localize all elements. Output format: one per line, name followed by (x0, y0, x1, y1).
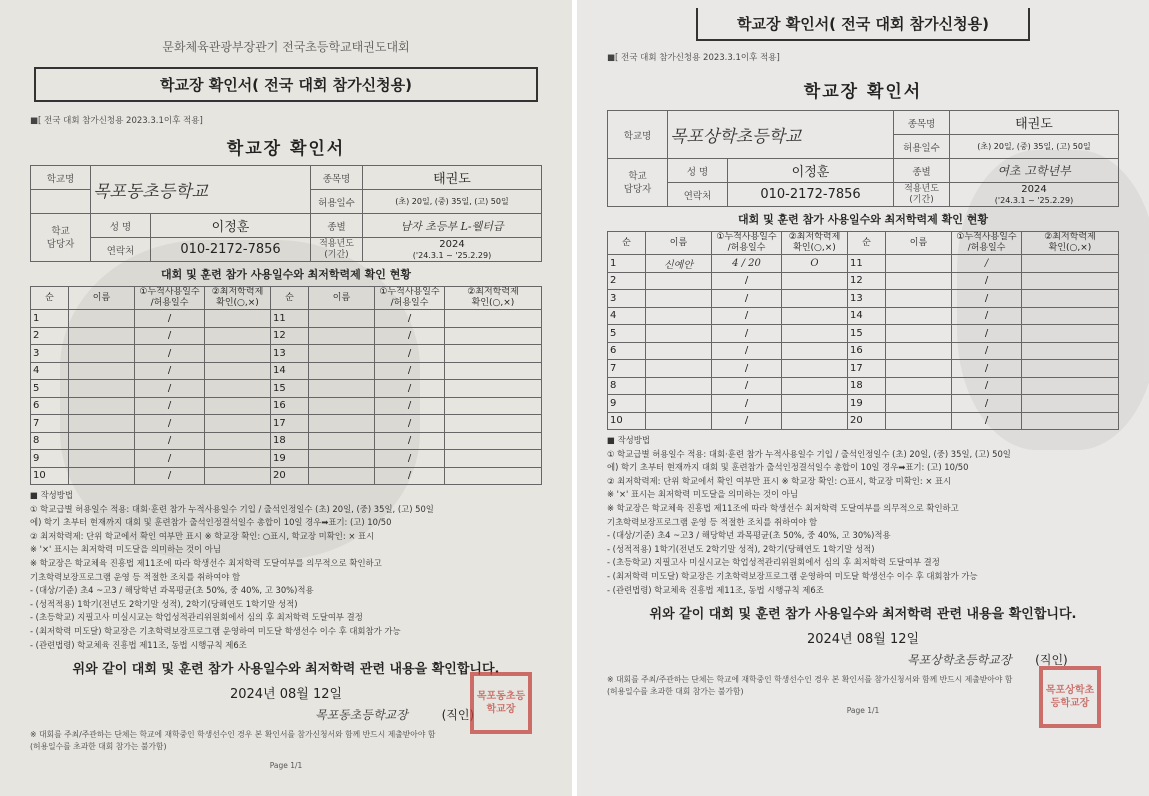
school-label: 학교명 (608, 111, 668, 159)
athlete-name (309, 432, 375, 450)
used-days: / (712, 395, 782, 413)
contact-value: 010-2172-7856 (728, 183, 894, 207)
division-label: 종별 (311, 214, 363, 238)
allowed-days-label: 허용일수 (311, 190, 363, 214)
status-rows (608, 255, 1119, 430)
academic-check (1022, 360, 1119, 378)
col-check-2: ②최저학력제 확인(○,×) (445, 287, 542, 310)
used-days: / (952, 395, 1022, 413)
col-name: 이름 (69, 287, 135, 310)
row-number: 3 (608, 290, 646, 308)
event-label: 종목명 (894, 111, 950, 135)
row-number: 16 (271, 397, 309, 415)
table-row (31, 450, 542, 468)
manager-label: 학교 담당자 (608, 159, 668, 207)
used-days: / (712, 290, 782, 308)
col-no-2: 순 (848, 232, 886, 255)
col-days: ①누적사용일수 /허용일수 (135, 287, 205, 310)
athlete-name (646, 360, 712, 378)
academic-check (205, 345, 271, 363)
document-title: 학교장 확인서 (803, 82, 923, 102)
page-number: Page 1/1 (269, 761, 303, 771)
athlete-name (646, 412, 712, 430)
division-value: 여초 고학년부 (950, 159, 1119, 183)
table-row (31, 432, 542, 450)
row-number: 5 (31, 380, 69, 398)
event-value: 태권도 (363, 166, 542, 190)
academic-check (782, 395, 848, 413)
manager-label: 학교 담당자 (31, 214, 91, 262)
academic-check (205, 450, 271, 468)
note-line: - (성적적용) 1학기(전년도 2학기말 성적), 2학기(당해연도 1학기말 성적) (607, 543, 875, 554)
issue-date: 2024년 08월 12일 (229, 687, 343, 703)
col-no: 순 (31, 287, 69, 310)
note-line: ※ '×' 표시는 최저학력 미도달을 의미하는 것이 아님 (30, 544, 221, 555)
school-label: 학교명 (31, 166, 91, 190)
principal-seal-label: (직인) (441, 708, 475, 723)
year-cell (363, 238, 542, 262)
principal-seal-label: (직인) (1035, 653, 1068, 668)
instructions (607, 434, 1119, 597)
table-row (608, 360, 1119, 378)
school-label-filler (31, 190, 91, 214)
athlete-name (69, 327, 135, 345)
confirmation-statement: 위와 같이 대회 및 훈련 참가 사용일수와 최저학력 관련 내용을 확인합니다. (649, 607, 1077, 623)
row-number: 3 (31, 345, 69, 363)
academic-check (445, 432, 542, 450)
academic-check (445, 345, 542, 363)
event-label: 종목명 (311, 166, 363, 190)
instructions (30, 489, 542, 652)
table-row (608, 342, 1119, 360)
used-days: / (952, 360, 1022, 378)
used-days: / (375, 432, 445, 450)
athlete-name (886, 412, 952, 430)
row-number: 17 (271, 415, 309, 433)
used-days: / (135, 415, 205, 433)
academic-check (445, 380, 542, 398)
used-days: / (712, 307, 782, 325)
row-number: 12 (848, 272, 886, 290)
used-days: / (135, 467, 205, 485)
academic-check (1022, 377, 1119, 395)
row-number: 10 (608, 412, 646, 430)
division-label: 종별 (894, 159, 950, 183)
col-days-2: ①누적사용일수 /허용일수 (375, 287, 445, 310)
academic-check (1022, 342, 1119, 360)
table-row (31, 345, 542, 363)
confirmation-statement: 위와 같이 대회 및 훈련 참가 사용일수와 최저학력 관련 내용을 확인합니다. (72, 662, 500, 678)
athlete-name (886, 307, 952, 325)
athlete-name (69, 362, 135, 380)
note-line: - (최저학력 미도달) 학교장은 기초학력보장프로그램 운영하여 미도달 학생선수 이수 후 대회참가 가능 (607, 570, 978, 581)
info-table (30, 165, 542, 262)
academic-check (445, 397, 542, 415)
athlete-name (646, 377, 712, 395)
table-row (31, 415, 542, 433)
row-number: 11 (271, 310, 309, 328)
note-line: - (대상/기준) 초4 ~고3 / 해당학년 과목평균(초 50%, 중 40%, 고 30%)적용 (30, 585, 314, 596)
academic-check (1022, 272, 1119, 290)
used-days: / (712, 272, 782, 290)
used-days: / (135, 397, 205, 415)
athlete-name (69, 345, 135, 363)
academic-check (1022, 325, 1119, 343)
note-line: - (초등학교) 지필고사 미실시교는 학업성적관리위원회에서 심의 후 최저학력 도달여부 결정 (607, 557, 940, 568)
academic-check (782, 377, 848, 395)
table-row (31, 467, 542, 485)
athlete-name (309, 327, 375, 345)
col-check: ②최저학력제 확인(○,×) (205, 287, 271, 310)
used-days: / (952, 307, 1022, 325)
athlete-name (646, 290, 712, 308)
row-number: 18 (848, 377, 886, 395)
note-line: - (관련법령) 학교체육 진흥법 제11조, 동법 시행규칙 제6조 (607, 584, 824, 595)
athlete-name (69, 450, 135, 468)
athlete-name (309, 310, 375, 328)
meta-note: ■[ 전국 대회 참가신청용 2023.3.1이후 적용] (30, 116, 203, 126)
academic-check (1022, 412, 1119, 430)
table-row (608, 272, 1119, 290)
athlete-name (886, 290, 952, 308)
col-check: ②최저학력제 확인(○,×) (782, 232, 848, 255)
used-days: / (135, 450, 205, 468)
school-name: 목포상학초등학교 (668, 111, 894, 159)
status-table (607, 231, 1119, 430)
row-number: 16 (848, 342, 886, 360)
athlete-name (886, 325, 952, 343)
academic-check (205, 362, 271, 380)
col-name-2: 이름 (886, 232, 952, 255)
info-table (607, 110, 1119, 207)
table-row (31, 397, 542, 415)
row-number: 19 (848, 395, 886, 413)
used-days: / (135, 432, 205, 450)
official-seal: 목포상학초등학교장 (1039, 666, 1101, 728)
athlete-name: 신예안 (646, 255, 712, 273)
used-days: / (375, 397, 445, 415)
academic-check (1022, 255, 1119, 273)
row-number: 19 (271, 450, 309, 468)
used-days: / (135, 362, 205, 380)
principal-line (30, 706, 542, 723)
note-line: ※ '×' 표시는 최저학력 미도달을 의미하는 것이 아님 (607, 489, 798, 500)
status-table (30, 286, 542, 485)
note-line: 기초학력보장프로그램 운영 등 적절한 조치를 취하여야 함 (30, 571, 241, 582)
row-number: 13 (271, 345, 309, 363)
table-row (608, 290, 1119, 308)
note-line: ① 학교급별 허용일수 적용: 대회·훈련 참가 누적사용일수 기입 / 출석인정일수 (초) 20일, (중) 35일, (고) 50일 (607, 448, 1011, 459)
row-number: 6 (31, 397, 69, 415)
year-value: 2024 (439, 238, 465, 250)
year-label: 적용년도 (기간) (311, 238, 363, 262)
academic-check (1022, 395, 1119, 413)
table-row (31, 362, 542, 380)
year-period: ('24.3.1 ~ '25.2.29) (412, 250, 492, 260)
used-days: / (712, 377, 782, 395)
athlete-name (309, 467, 375, 485)
athlete-name (309, 380, 375, 398)
academic-check (782, 272, 848, 290)
athlete-name (886, 377, 952, 395)
row-number: 2 (608, 272, 646, 290)
note-line: ※ 학교장은 학교체육 진흥법 제11조에 따라 학생선수 최저학력 도달여부를 의무적으로 확인하고 (607, 502, 959, 513)
row-number: 9 (31, 450, 69, 468)
athlete-name (646, 342, 712, 360)
academic-check (1022, 290, 1119, 308)
col-days: ①누적사용일수 /허용일수 (712, 232, 782, 255)
banner-title: 학교장 확인서( 전국 대회 참가신청용) (696, 8, 1030, 41)
official-seal: 목포동초등학교장 (470, 672, 532, 734)
used-days: / (375, 467, 445, 485)
page-number: Page 1/1 (846, 706, 880, 716)
athlete-name (309, 415, 375, 433)
academic-check (445, 362, 542, 380)
athlete-name (886, 395, 952, 413)
athlete-name (69, 415, 135, 433)
allowed-days-value: (초) 20일, (중) 35일, (고) 50일 (363, 190, 542, 214)
col-name-2: 이름 (309, 287, 375, 310)
row-number: 8 (31, 432, 69, 450)
note-line: - (대상/기준) 초4 ~고3 / 해당학년 과목평균(초 50%, 중 40%, 고 30%)적용 (607, 530, 891, 541)
athlete-name (886, 342, 952, 360)
table-row (608, 255, 1119, 273)
athlete-name (646, 272, 712, 290)
academic-check: O (782, 255, 848, 273)
row-number: 11 (848, 255, 886, 273)
used-days: / (135, 310, 205, 328)
academic-check (782, 290, 848, 308)
academic-check (445, 415, 542, 433)
note-line: ■ 작성방법 (607, 435, 650, 445)
year-period: ('24.3.1 ~ '25.2.29) (994, 195, 1074, 205)
allowed-days-label: 허용일수 (894, 135, 950, 159)
used-days: / (375, 450, 445, 468)
athlete-name (646, 325, 712, 343)
used-days: / (712, 360, 782, 378)
academic-check (205, 432, 271, 450)
left-document-photo (0, 0, 572, 796)
academic-check (205, 415, 271, 433)
col-no-2: 순 (271, 287, 309, 310)
status-title: 대회 및 훈련 참가 사용일수와 최저학력제 확인 현황 (161, 268, 411, 281)
name-label: 성 명 (91, 214, 151, 238)
academic-check (782, 360, 848, 378)
athlete-name (309, 362, 375, 380)
col-no: 순 (608, 232, 646, 255)
row-number: 9 (608, 395, 646, 413)
issue-date: 2024년 08월 12일 (806, 632, 920, 648)
manager-name: 이정훈 (151, 214, 311, 238)
used-days: / (712, 325, 782, 343)
academic-check (205, 310, 271, 328)
row-number: 12 (271, 327, 309, 345)
note-line: ② 최저학력제: 단위 학교에서 확인 여부만 표시 ※ 학교장 확인: ○표시, 학교장 미확인: × 표시 (607, 475, 952, 486)
academic-check (782, 307, 848, 325)
note-line: 기초학력보장프로그램 운영 등 적절한 조치를 취하여야 함 (607, 516, 818, 527)
note-line: 에) 학기 초부터 현재까지 대회 및 훈련참가 출석인정결석일수 총합이 10일 경우➡표기: (고) 10/50 (607, 462, 969, 473)
document-title: 학교장 확인서 (226, 139, 346, 159)
division-value: 남자 초등부 L-웰터급 (363, 214, 542, 238)
academic-check (205, 380, 271, 398)
athlete-name (886, 255, 952, 273)
used-days: / (952, 412, 1022, 430)
meta-note: ■[ 전국 대회 참가신청용 2023.3.1이후 적용] (607, 53, 780, 63)
used-days: / (712, 342, 782, 360)
athlete-name (646, 307, 712, 325)
used-days: / (135, 345, 205, 363)
row-number: 18 (271, 432, 309, 450)
year-label: 적용년도 (기간) (894, 183, 950, 207)
table-row (608, 377, 1119, 395)
used-days: / (952, 342, 1022, 360)
row-number: 20 (271, 467, 309, 485)
used-days: / (375, 380, 445, 398)
footer-note: ※ 대회를 주최/주관하는 단체는 학교에 재학중인 학생선수인 경우 본 확인서를 참가신청서와 함께 반드시 제출받아야 함 (허용일수를 초과한 대회 참가는 불가함) (30, 730, 436, 752)
status-rows (31, 310, 542, 485)
used-days: / (952, 377, 1022, 395)
athlete-name (309, 345, 375, 363)
row-number: 1 (608, 255, 646, 273)
table-row (31, 310, 542, 328)
used-days: 4 / 20 (712, 255, 782, 273)
row-number: 1 (31, 310, 69, 328)
col-name: 이름 (646, 232, 712, 255)
academic-check (445, 327, 542, 345)
academic-check (445, 450, 542, 468)
event-header: 문화체육관광부장관기 전국초등학교태권도대회 (162, 40, 410, 54)
athlete-name (309, 397, 375, 415)
used-days: / (952, 255, 1022, 273)
note-line: ※ 학교장은 학교체육 진흥법 제11조에 따라 학생선수 최저학력 도달여부를 의무적으로 확인하고 (30, 557, 382, 568)
contact-label: 연락처 (91, 238, 151, 262)
row-number: 20 (848, 412, 886, 430)
table-row (608, 325, 1119, 343)
year-value: 2024 (1021, 183, 1047, 195)
note-line: ① 학교급별 허용일수 적용: 대회·훈련 참가 누적사용일수 기입 / 출석인정일수 (초) 20일, (중) 35일, (고) 50일 (30, 503, 434, 514)
used-days: / (375, 362, 445, 380)
row-number: 4 (608, 307, 646, 325)
contact-value: 010-2172-7856 (151, 238, 311, 262)
manager-name: 이정훈 (728, 159, 894, 183)
row-number: 4 (31, 362, 69, 380)
row-number: 8 (608, 377, 646, 395)
used-days: / (952, 272, 1022, 290)
principal-signature: 목포동초등학교장 (315, 708, 408, 723)
table-row (31, 327, 542, 345)
academic-check (205, 397, 271, 415)
athlete-name (886, 272, 952, 290)
academic-check (445, 467, 542, 485)
principal-signature: 목포상학초등학교장 (907, 653, 1012, 668)
academic-check (1022, 307, 1119, 325)
event-value: 태권도 (950, 111, 1119, 135)
col-days-2: ①누적사용일수 /허용일수 (952, 232, 1022, 255)
row-number: 2 (31, 327, 69, 345)
note-line: 에) 학기 초부터 현재까지 대회 및 훈련참가 출석인정결석일수 총합이 10일 경우➡표기: (고) 10/50 (30, 517, 392, 528)
note-line: - (관련법령) 학교체육 진흥법 제11조, 동법 시행규칙 제6조 (30, 639, 247, 650)
right-document-photo (577, 0, 1149, 796)
row-number: 7 (31, 415, 69, 433)
row-number: 5 (608, 325, 646, 343)
used-days: / (375, 310, 445, 328)
academic-check (205, 467, 271, 485)
used-days: / (375, 327, 445, 345)
footer-note: ※ 대회를 주최/주관하는 단체는 학교에 재학중인 학생선수인 경우 본 확인서를 참가신청서와 함께 반드시 제출받아야 함 (허용일수를 초과한 대회 참가는 불가함) (607, 675, 1013, 697)
athlete-name (646, 395, 712, 413)
row-number: 15 (848, 325, 886, 343)
contact-label: 연락처 (668, 183, 728, 207)
used-days: / (712, 412, 782, 430)
allowed-days-value: (초) 20일, (중) 35일, (고) 50일 (950, 135, 1119, 159)
note-line: ■ 작성방법 (30, 490, 73, 500)
academic-check (782, 412, 848, 430)
athlete-name (69, 310, 135, 328)
col-check-2: ②최저학력제 확인(○,×) (1022, 232, 1119, 255)
note-line: - (최저학력 미도달) 학교장은 기초학력보장프로그램 운영하여 미도달 학생선수 이수 후 대회참가 가능 (30, 625, 401, 636)
academic-check (782, 342, 848, 360)
school-name: 목포동초등학교 (91, 166, 311, 214)
used-days: / (952, 325, 1022, 343)
table-row (608, 395, 1119, 413)
banner-title: 학교장 확인서( 전국 대회 참가신청용) (34, 67, 538, 102)
athlete-name (69, 397, 135, 415)
row-number: 14 (848, 307, 886, 325)
row-number: 10 (31, 467, 69, 485)
academic-check (782, 325, 848, 343)
status-title: 대회 및 훈련 참가 사용일수와 최저학력제 확인 현황 (738, 213, 988, 226)
row-number: 14 (271, 362, 309, 380)
table-row (608, 412, 1119, 430)
athlete-name (69, 432, 135, 450)
athlete-name (309, 450, 375, 468)
row-number: 13 (848, 290, 886, 308)
academic-check (205, 327, 271, 345)
athlete-name (69, 467, 135, 485)
used-days: / (135, 327, 205, 345)
note-line: ② 최저학력제: 단위 학교에서 확인 여부만 표시 ※ 학교장 확인: ○표시, 학교장 미확인: × 표시 (30, 530, 375, 541)
row-number: 15 (271, 380, 309, 398)
used-days: / (375, 415, 445, 433)
year-cell (950, 183, 1119, 207)
athlete-name (69, 380, 135, 398)
academic-check (445, 310, 542, 328)
used-days: / (375, 345, 445, 363)
name-label: 성 명 (668, 159, 728, 183)
row-number: 17 (848, 360, 886, 378)
used-days: / (952, 290, 1022, 308)
row-number: 7 (608, 360, 646, 378)
note-line: - (성적적용) 1학기(전년도 2학기말 성적), 2학기(당해연도 1학기말 성적) (30, 598, 298, 609)
table-row (31, 380, 542, 398)
row-number: 6 (608, 342, 646, 360)
used-days: / (135, 380, 205, 398)
athlete-name (886, 360, 952, 378)
table-row (608, 307, 1119, 325)
note-line: - (초등학교) 지필고사 미실시교는 학업성적관리위원회에서 심의 후 최저학력 도달여부 결정 (30, 612, 363, 623)
